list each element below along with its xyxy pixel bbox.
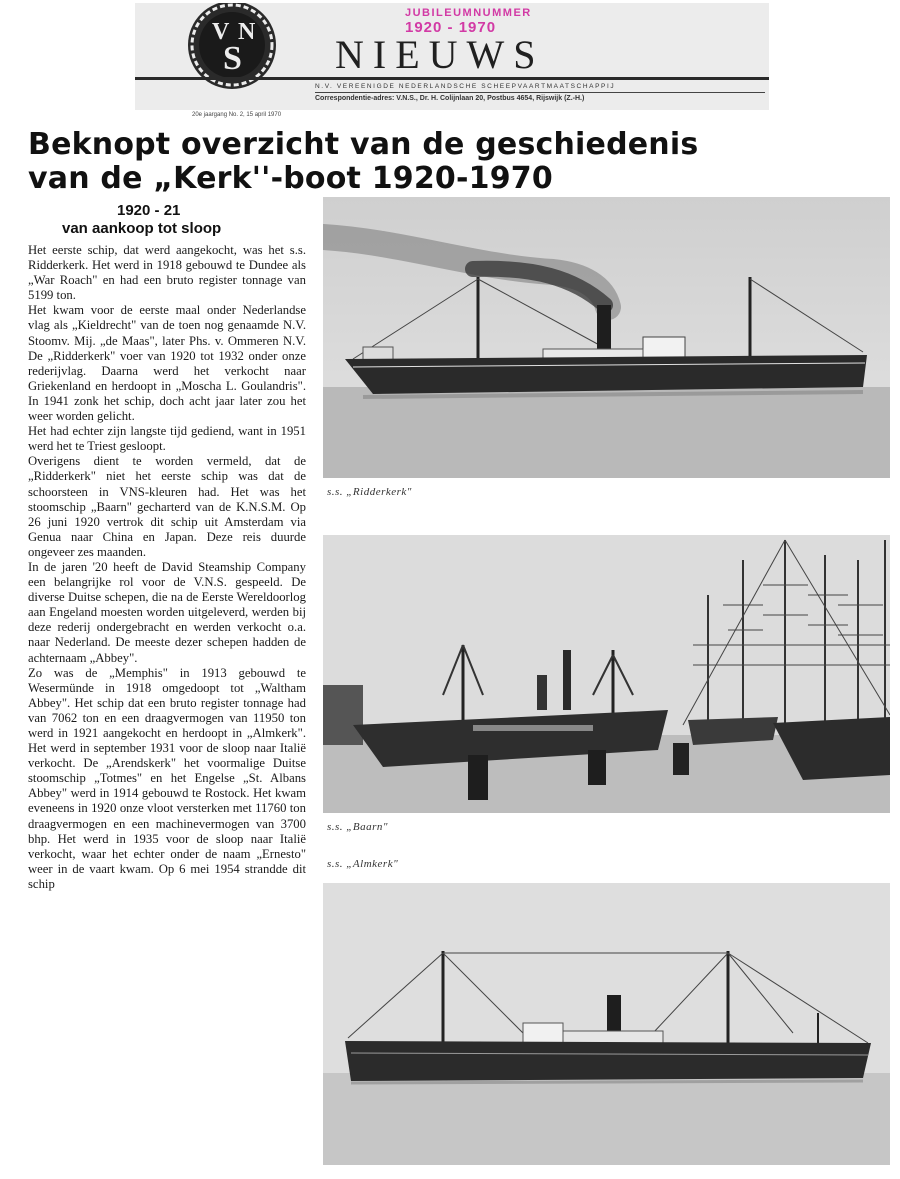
masthead-thin-rule (315, 92, 765, 93)
issue-info: 20e jaargang No. 2, 15 april 1970 (192, 112, 282, 118)
jubilee-years: 1920 - 1970 (405, 19, 497, 36)
photo-almkerk (323, 883, 890, 1165)
vns-logo-icon (169, 3, 295, 94)
headline-line-1: Beknopt overzicht van de geschiedenis (28, 127, 699, 162)
correspondence-address: Correspondentie-adres: V.N.S., Dr. H. Colijnlaan 20, Postbus 4654, Rijswijk (Z.-H.) (315, 95, 585, 102)
photo-caption: s.s. „Ridderkerk" (327, 486, 412, 498)
masthead (135, 3, 769, 110)
jubilee-title: JUBILEUMNUMMER (405, 7, 532, 19)
photo-caption: s.s. „Almkerk" (327, 858, 399, 870)
article-body (28, 243, 306, 892)
section-subtitle: van aankoop tot sloop (62, 220, 222, 237)
ship-ridderkerk-image (323, 197, 890, 478)
photo-caption: s.s. „Baarn" (327, 821, 389, 833)
photo-ridderkerk (323, 197, 890, 478)
photo-baarn (323, 535, 890, 813)
svg-text:N: N (238, 19, 256, 45)
article-paragraph: Overigens dient te worden vermeld, dat de „Ridderkerk" niet het eerste schip was dat de schoorsteen in VNS-kleuren had. Het was het stoomschip „Baarn" gecharterd van de K.N.S.M. Op 26 juni 1920 vertrok dit schip uit Amsterdam via Genua naar China en Japan. Deze reis duurde ongeveer zes maanden. (28, 454, 306, 559)
article-headline (28, 128, 698, 196)
svg-text:V: V (212, 19, 230, 45)
article-paragraph: In de jaren '20 heeft de David Steamship Company een belangrijke rol voor de V.N.S. gespeeld. De diverse Duitse schepen, die na de Eerste Wereldoorlog aan Engeland moesten worden uitgeleverd, werden bij deze rederij ondergebracht en werden verkocht o.a. naar Nederland. De meeste dezer schepen hadden de achternaam „Abbey". (28, 559, 306, 665)
headline-line-2: van de „Kerk''-boot 1920-1970 (28, 161, 553, 196)
newspaper-title: NIEUWS (335, 32, 545, 77)
svg-text:S: S (223, 40, 242, 77)
ship-almkerk-image (323, 883, 890, 1165)
article-paragraph: Zo was de „Memphis" in 1913 gebouwd te Wesermünde in 1918 omgedoopt tot „Waltham Abbey". Het schip dat een bruto register tonnage had van 7062 ton en een draagvermogen van 11950 ton werd in 1921 aangekocht en herdoopt in „Almkerk". Het werd in september 1931 voor de sloop naar Italië verkocht. De „Arendskerk" het voormalige Duitse stoomschip „Totmes" en het Engelse „St. Albans Abbey" werd in 1914 gebouwd te Rostock. Het kwam eveneens in 1920 onze vloot versterken met 11760 ton draagvermogen en een machinevermogen van 3700 bhp. Het werd in 1935 voor de sloop naar Italië verkocht, waar het echter onder de naam „Ernesto" weer in de vaart kwam. Op 6 mei 1954 strandde dit schip (28, 665, 306, 891)
ship-baarn-image (323, 535, 890, 813)
article-paragraph: Het eerste schip, dat werd aangekocht, was het s.s. Ridderkerk. Het werd in 1918 gebouwd te Dundee als „War Roach" en had een bruto register tonnage van 5199 ton. (28, 243, 306, 303)
article-paragraph: Het had echter zijn langste tijd gediend, want in 1951 werd het te Triest gesloopt. (28, 424, 306, 454)
company-name: N.V. VEREENIGDE NEDERLANDSCHE SCHEEPVAARTMAATSCHAPPIJ (315, 83, 616, 90)
article-paragraph: Het kwam voor de eerste maal onder Nederlandse vlag als „Kieldrecht" van de toen nog genaamde N.V. Stoomv. Mij. „de Maas", later Phs. v. Ommeren N.V. De „Ridderkerk" voer van 1920 tot 1932 onder onze rederijvlag. Daarna werd het verkocht naar Griekenland en herdoopt in „Moscha L. Goulandris". In 1941 zonk het schip, doch acht jaar later zou het weer worden gelicht. (28, 303, 306, 424)
section-year: 1920 - 21 (117, 202, 181, 219)
masthead-rule (135, 77, 769, 80)
